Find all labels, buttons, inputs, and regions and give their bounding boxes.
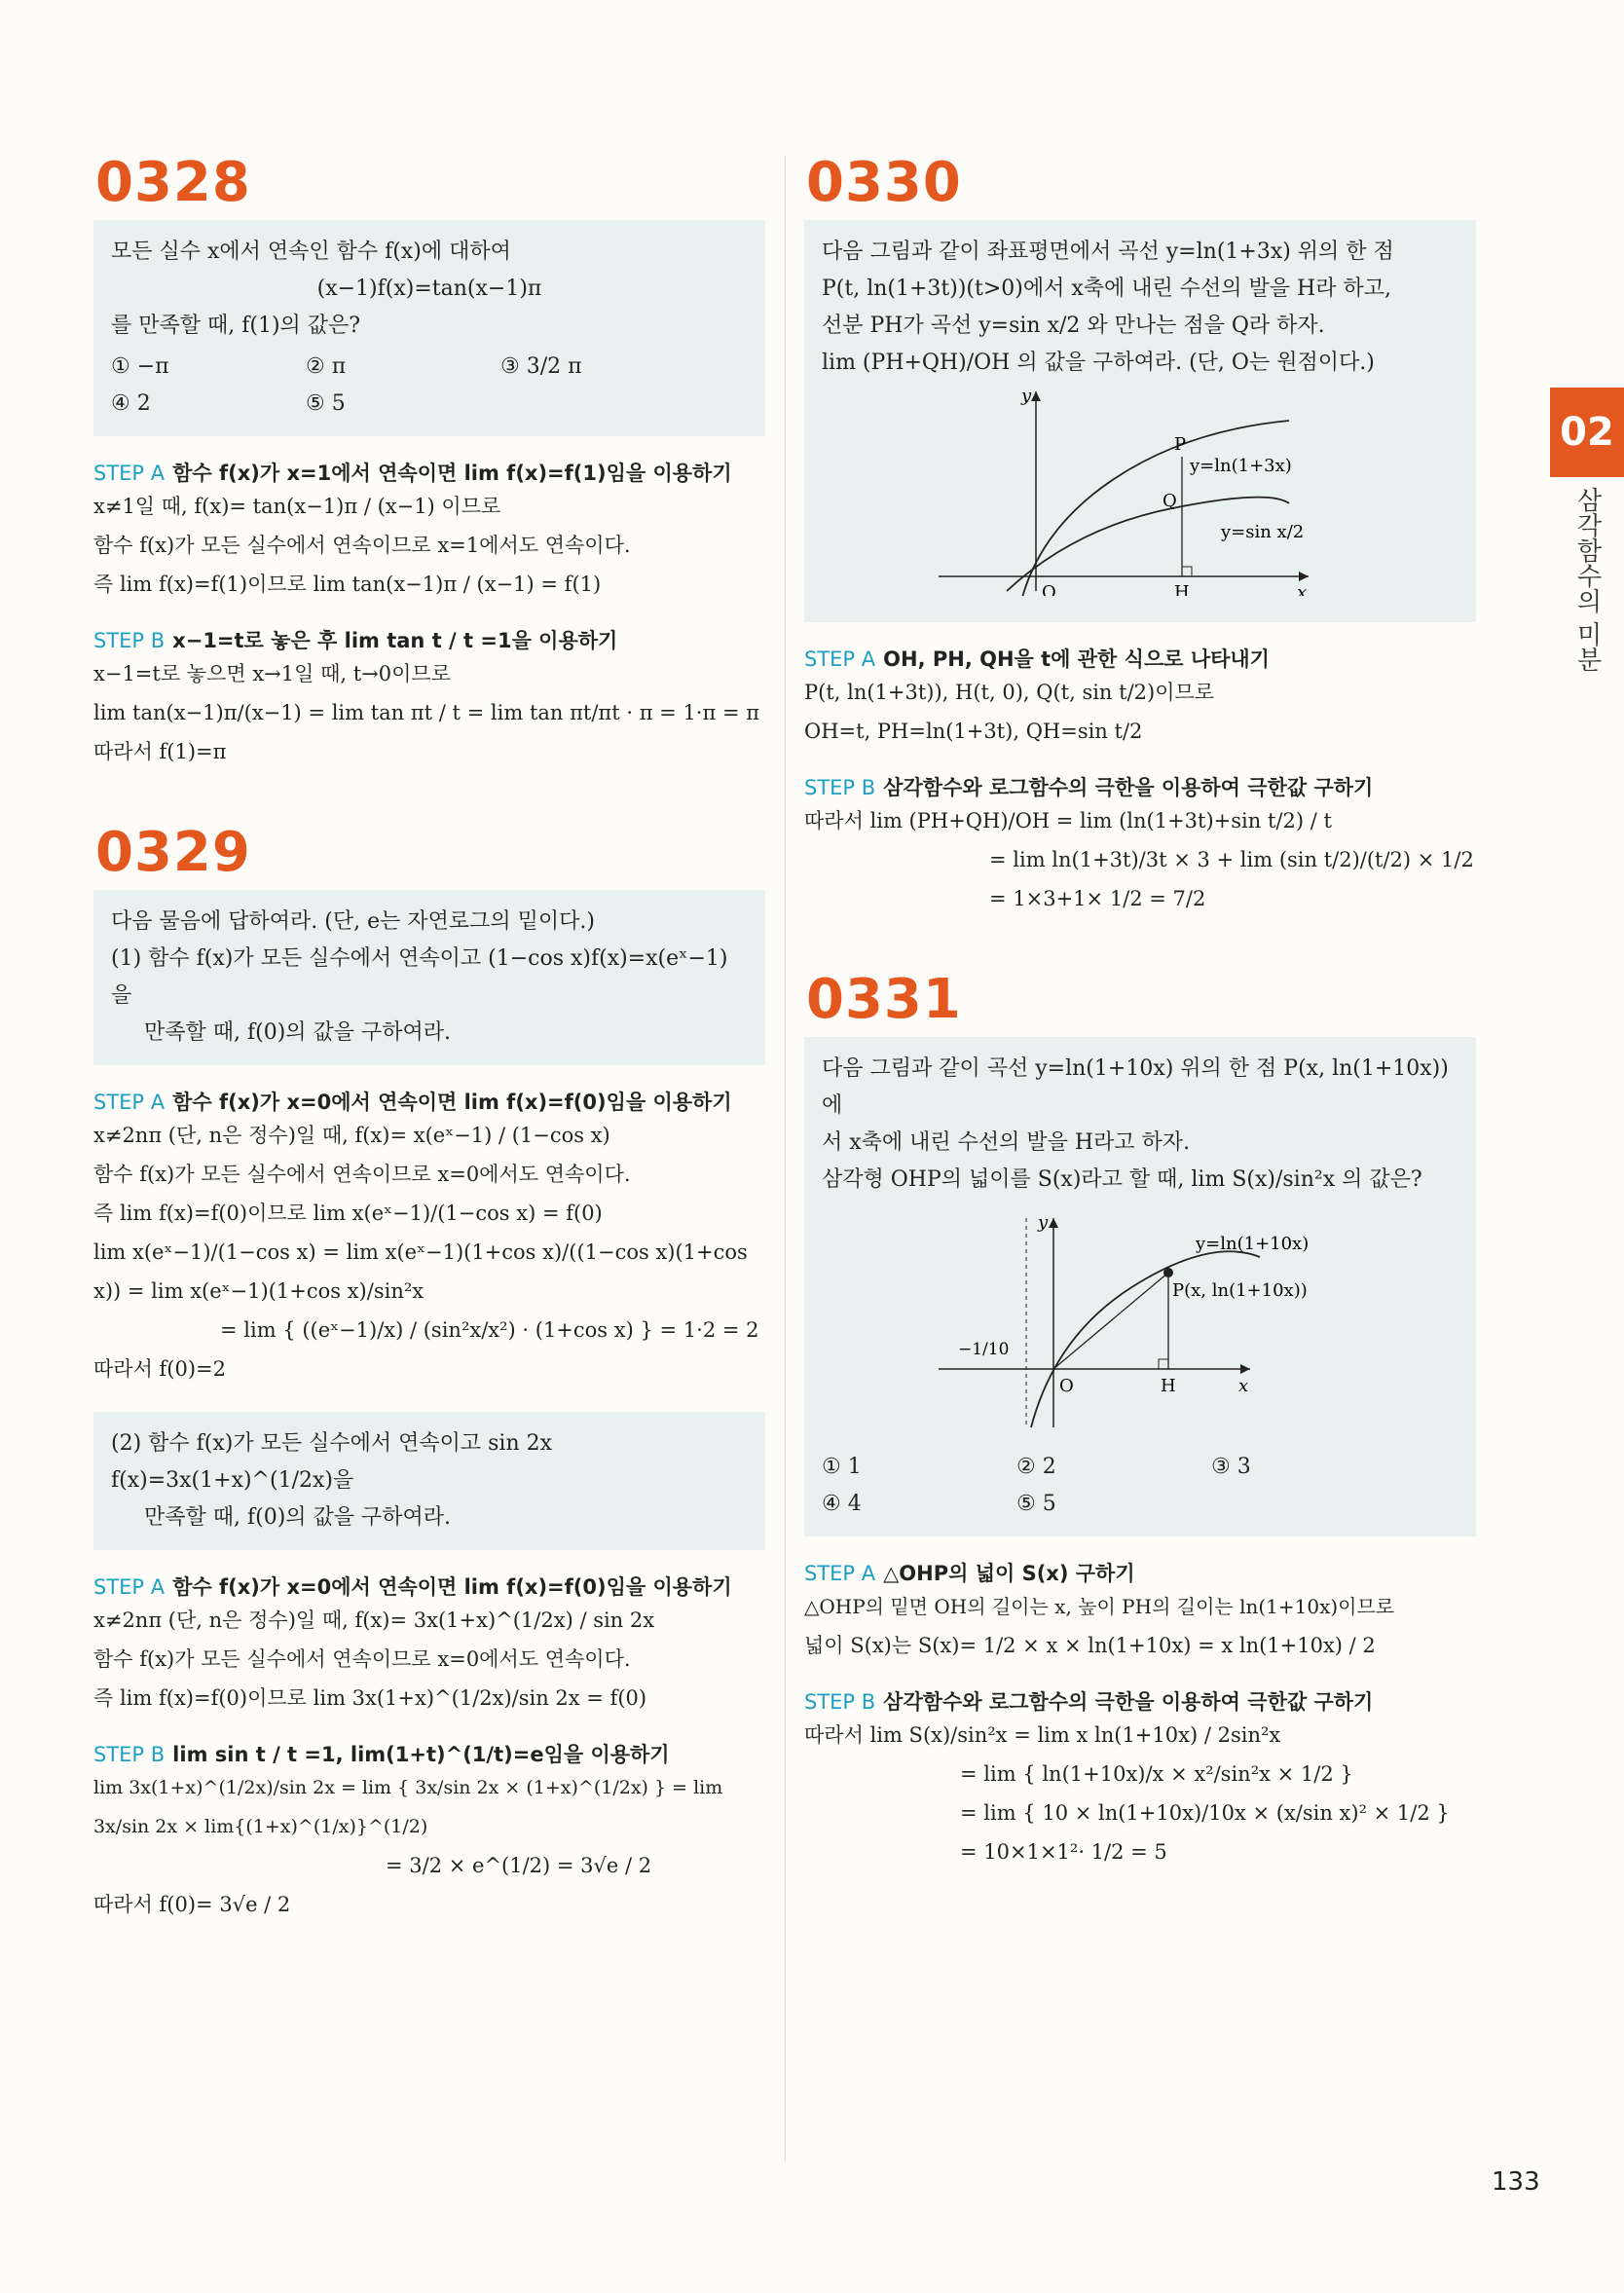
solution-line: = 1×3+1× 1/2 = 7/2 — [989, 887, 1206, 910]
solution-line: △OHP의 밑면 OH의 길이는 x, 높이 PH의 길이는 ln(1+10x)이므로 — [804, 1595, 1395, 1618]
choice-4: ④ 2 — [111, 391, 151, 416]
solution-line: 따라서 f(0)= 3√e / 2 — [93, 1893, 291, 1916]
solution-line: 넓이 S(x)는 S(x)= 1/2 × x × ln(1+10x) = x ln(1+10x) / 2 — [804, 1634, 1376, 1657]
solution-line: 즉 lim f(x)=f(0)이므로 lim x(eˣ−1)/(1−cos x) = f(0) — [93, 1202, 603, 1225]
step-a-heading: STEP A 함수 f(x)가 x=0에서 연속이면 lim f(x)=f(0)임을 이용하기 — [93, 1575, 732, 1599]
solution-line: 함수 f(x)가 모든 실수에서 연속이므로 x=0에서도 연속이다. — [93, 1163, 631, 1186]
fig-origin-label: O — [1059, 1376, 1074, 1396]
solution-line: x−1=t로 놓으면 x→1일 때, t→0이므로 — [93, 662, 451, 685]
fig-point-label: P(x, ln(1+10x)) — [1172, 1280, 1308, 1301]
solution-line: = lim { ((eˣ−1)/x) / (sin²x/x²) · (1+cos x) } = 1·2 = 2 — [220, 1318, 759, 1342]
solution-line: 즉 lim f(x)=f(0)이므로 lim 3x(1+x)^(1/2x)/sin 2x = f(0) — [93, 1686, 647, 1710]
fig-p-label: P — [1174, 434, 1187, 455]
fig-h-label: H — [1161, 1376, 1176, 1396]
solution-line: 따라서 lim (PH+QH)/OH = lim (ln(1+3t)+sin t/2) / t — [804, 809, 1332, 832]
fig-q-label: Q — [1163, 491, 1177, 511]
question-line: lim (PH+QH)/OH 의 값을 구하여라. (단, O는 원점이다.) — [822, 351, 1375, 375]
fig-curve-label: y=ln(1+10x) — [1196, 1234, 1310, 1254]
question-line: 다음 물음에 답하여라. (단, e는 자연로그의 밑이다.) — [111, 909, 595, 934]
solution-line: x≠2nπ (단, n은 정수)일 때, f(x)= x(eˣ−1) / (1−cos x) — [93, 1124, 610, 1147]
choice-1: ① 1 — [822, 1455, 862, 1479]
choice-5: ⑤ 5 — [306, 391, 346, 416]
solution-line: = 3/2 × e^(1/2) = 3√e / 2 — [386, 1854, 652, 1877]
problem-box-0328 — [93, 220, 765, 436]
step-b-heading: STEP B lim sin t / t =1, lim(1+t)^(1/t)=e임을 이용하기 — [93, 1743, 670, 1766]
question-line: 를 만족할 때, f(1)의 값은? — [111, 314, 361, 338]
chapter-tab: 02 — [1550, 388, 1624, 477]
choices — [822, 1449, 1458, 1523]
solution-line: = lim { 10 × ln(1+10x)/10x × (x/sin x)² × 1/2 } — [960, 1801, 1450, 1825]
step-a-heading: STEP A OH, PH, QH을 t에 관한 식으로 나타내기 — [804, 647, 1270, 671]
question-line: 서 x축에 내린 수선의 발을 H라고 하자. — [822, 1130, 1191, 1155]
step-b-heading: STEP B 삼각함수와 로그함수의 극한을 이용하여 극한값 구하기 — [804, 1690, 1374, 1714]
question-line: (2) 함수 f(x)가 모든 실수에서 연속이고 sin 2x f(x)=3x(1+x)^(1/2x)을 — [111, 1431, 553, 1493]
step-b-heading: STEP B x−1=t로 놓은 후 lim tan t / t =1을 이용하기 — [93, 629, 618, 652]
fig-curve2-label: y=sin x/2 — [1221, 522, 1305, 542]
choice-1: ① −π — [111, 354, 169, 379]
fig-origin-label: O — [1042, 582, 1056, 596]
solution-line: = lim { ln(1+10x)/x × x²/sin²x × 1/2 } — [960, 1762, 1353, 1786]
fig-x-label: x — [1297, 582, 1308, 596]
solution-line: lim tan(x−1)π/(x−1) = lim tan πt / t = lim tan πt/πt · π = 1·π = π — [93, 701, 760, 724]
column-divider — [785, 156, 786, 2162]
step-b-heading: STEP B 삼각함수와 로그함수의 극한을 이용하여 극한값 구하기 — [804, 776, 1374, 799]
solution-line: x≠2nπ (단, n은 정수)일 때, f(x)= 3x(1+x)^(1/2x) / sin 2x — [93, 1609, 655, 1632]
figure-0330 — [822, 382, 1455, 596]
choice-2: ② 2 — [1016, 1455, 1056, 1479]
question-line: 만족할 때, f(0)의 값을 구하여라. — [144, 1020, 452, 1045]
problem-number-0329: 0329 — [95, 821, 251, 884]
choice-3: ③ 3/2 π — [500, 354, 582, 379]
figure-0331 — [822, 1199, 1455, 1432]
fig-h-label: H — [1174, 582, 1190, 596]
solution-line: lim x(eˣ−1)/(1−cos x) = lim x(eˣ−1)(1+cos x)/((1−cos x)(1+cos x)) = lim x(eˣ−1)(1+cos x)/sin²x — [93, 1240, 748, 1303]
problem-box-0329-1 — [93, 890, 765, 1065]
fig-curve1-label: y=ln(1+3x) — [1190, 456, 1292, 476]
solution-line: = lim ln(1+3t)/3t × 3 + lim (sin t/2)/(t/2) × 1/2 — [989, 848, 1474, 871]
solution-line: 즉 lim f(x)=f(1)이므로 lim tan(x−1)π / (x−1) = f(1) — [93, 573, 602, 596]
problem-box-0329-2 — [93, 1412, 765, 1550]
choices — [111, 349, 748, 423]
solution-line: = 10×1×1²· 1/2 = 5 — [960, 1840, 1167, 1864]
choice-4: ④ 4 — [822, 1492, 862, 1516]
problem-number-0328: 0328 — [95, 151, 251, 214]
fig-y-label: y — [1038, 1212, 1049, 1233]
solution-line: x≠1일 때, f(x)= tan(x−1)π / (x−1) 이므로 — [93, 495, 501, 518]
step-a-heading: STEP A 함수 f(x)가 x=1에서 연속이면 lim f(x)=f(1)임을 이용하기 — [93, 462, 732, 485]
solution-line: 함수 f(x)가 모든 실수에서 연속이므로 x=0에서도 연속이다. — [93, 1647, 631, 1671]
question-line: P(t, ln(1+3t))(t>0)에서 x축에 내린 수선의 발을 H라 하고, — [822, 277, 1391, 301]
question-line: (1) 함수 f(x)가 모든 실수에서 연속이고 (1−cos x)f(x)=x(eˣ−1)을 — [111, 946, 728, 1008]
solution-line: lim 3x(1+x)^(1/2x)/sin 2x = lim { 3x/sin 2x × (1+x)^(1/2x) } = lim 3x/sin 2x × lim{(1+x)^(1/x)}^(1/2) — [93, 1777, 723, 1837]
solution-line: 따라서 lim S(x)/sin²x = lim x ln(1+10x) / 2sin²x — [804, 1723, 1281, 1747]
page-number: 133 — [1492, 2167, 1540, 2197]
question-line: 선분 PH가 곡선 y=sin x/2 와 만나는 점을 Q라 하자. — [822, 314, 1325, 338]
fig-x-label: x — [1238, 1376, 1249, 1396]
problem-number-0330: 0330 — [806, 151, 962, 214]
question-line: 다음 그림과 같이 좌표평면에서 곡선 y=ln(1+3x) 위의 한 점 — [822, 240, 1394, 264]
step-a-heading: STEP A △OHP의 넓이 S(x) 구하기 — [804, 1562, 1135, 1585]
chapter-label: 삼각함수의 미분 — [1572, 487, 1602, 673]
fig-y-label: y — [1021, 386, 1032, 406]
solution-line: 따라서 f(1)=π — [93, 740, 227, 763]
left-column — [93, 151, 765, 1924]
solution-line: 따라서 f(0)=2 — [93, 1357, 227, 1381]
problem-box-0330 — [804, 220, 1476, 622]
step-a-heading: STEP A 함수 f(x)가 x=0에서 연속이면 lim f(x)=f(0)임을 이용하기 — [93, 1091, 732, 1114]
question-line: 모든 실수 x에서 연속인 함수 f(x)에 대하여 — [111, 240, 511, 264]
solution-line: OH=t, PH=ln(1+3t), QH=sin t/2 — [804, 720, 1143, 743]
choice-5: ⑤ 5 — [1016, 1492, 1056, 1516]
problem-box-0331 — [804, 1037, 1476, 1536]
solution-line: P(t, ln(1+3t)), H(t, 0), Q(t, sin t/2)이므로 — [804, 681, 1215, 704]
choice-2: ② π — [306, 354, 347, 379]
question-line: 삼각형 OHP의 넓이를 S(x)라고 할 때, lim S(x)/sin²x 의 값은? — [822, 1167, 1422, 1192]
question-line: 다음 그림과 같이 곡선 y=ln(1+10x) 위의 한 점 P(x, ln(1+10x))에 — [822, 1056, 1449, 1118]
fig-asymptote-label: −1/10 — [958, 1340, 1010, 1359]
problem-number-0331: 0331 — [806, 968, 962, 1031]
choice-3: ③ 3 — [1211, 1455, 1251, 1479]
right-column — [804, 151, 1476, 1871]
question-equation: (x−1)f(x)=tan(x−1)π — [316, 277, 542, 301]
solution-line: 함수 f(x)가 모든 실수에서 연속이므로 x=1에서도 연속이다. — [93, 534, 631, 557]
question-line: 만족할 때, f(0)의 값을 구하여라. — [144, 1505, 452, 1530]
